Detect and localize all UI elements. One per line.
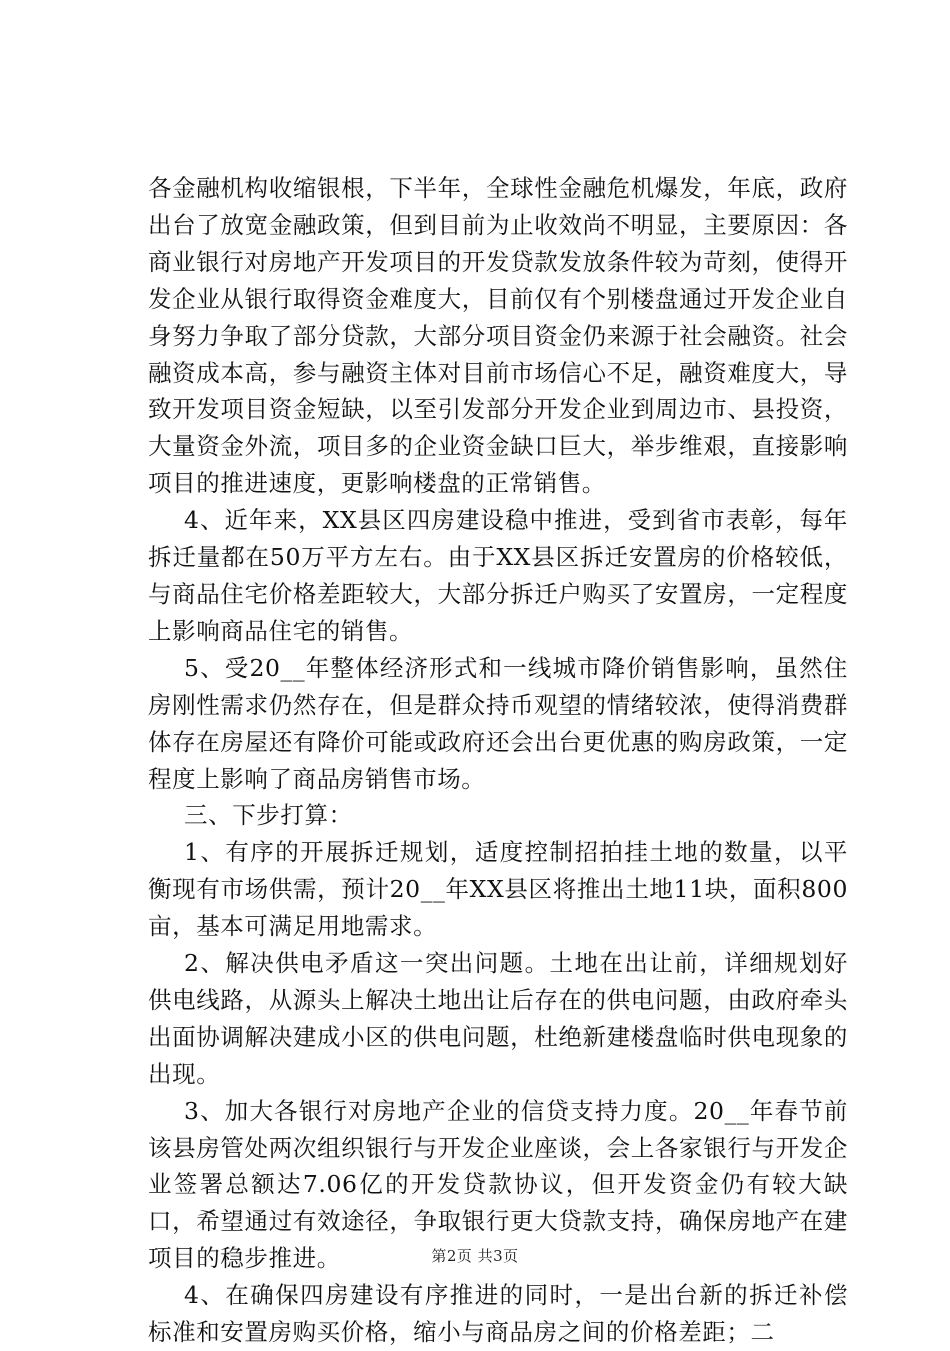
paragraph-plan-1: 1、有序的开展拆迁规划，适度控制招拍挂土地的数量，以平衡现有市场供需，预计20__年XX县区将推出土地11块，面积800亩，基本可满足用地需求。 (148, 838, 848, 941)
paragraph-item-5-economy: 5、受20__年整体经济形式和一线城市降价销售影响，虽然住房刚性需求仍然存在，但是群众持币观望的情绪较浓，使得消费群体存在房屋还有降价可能或政府还会出台更优惠的购房政策，一定程度上影响了商品房销售市场。 (148, 653, 848, 793)
page-footer: 第2页 共3页 (431, 1247, 519, 1265)
document-body (148, 170, 848, 1351)
paragraph-continuation: 各金融机构收缩银根，下半年，全球性金融危机爆发，年底，政府出台了放宽金融政策，但到目前为止收效尚不明显，主要原因：各商业银行对房地产开发项目的开发贷款发放条件较为苛刻，使得开发企业从银行取得资金难度大，目前仅有个别楼盘通过开发企业自身努力争取了部分贷款，大部分项目资金仍来源于社会融资。社会融资成本高，参与融资主体对目前市场信心不足，融资难度大，导致开发项目资金短缺，以至引发部分开发企业到周边市、县投资，大量资金外流，项目多的企业资金缺口巨大，举步维艰，直接影响项目的推进速度，更影响楼盘的正常销售。 (148, 174, 848, 498)
paragraph-plan-2: 2、解决供电矛盾这一突出问题。土地在出让前，详细规划好供电线路，从源头上解决土地出让后存在的供电问题，由政府牵头出面协调解决建成小区的供电问题，杜绝新建楼盘临时供电现象的出现。 (148, 949, 848, 1088)
paragraph-item-4-relocation: 4、近年来，XX县区四房建设稳中推进，受到省市表彰，每年拆迁量都在50万平方左右。由于XX县区拆迁安置房的价格较低，与商品住宅价格差距较大，大部分拆迁户购买了安置房，一定程度上影响商品住宅的销售。 (148, 506, 848, 645)
paragraph-plan-3: 3、加大各银行对房地产企业的信贷支持力度。20__年春节前该县房管处两次组织银行与开发企业座谈，会上各家银行与开发企业签署总额达7.06亿的开发贷款协议，但开发资金仍有较大缺口，希望通过有效途径，争取银行更大贷款支持，确保房地产在建项目的稳步推进。 (148, 1096, 848, 1273)
paragraph-plan-4: 4、在确保四房建设有序推进的同时，一是出台新的拆迁补偿标准和安置房购买价格，缩小与商品房之间的价格差距；二 (148, 1281, 848, 1347)
section-heading-next-steps: 三、下步打算： (184, 801, 353, 830)
